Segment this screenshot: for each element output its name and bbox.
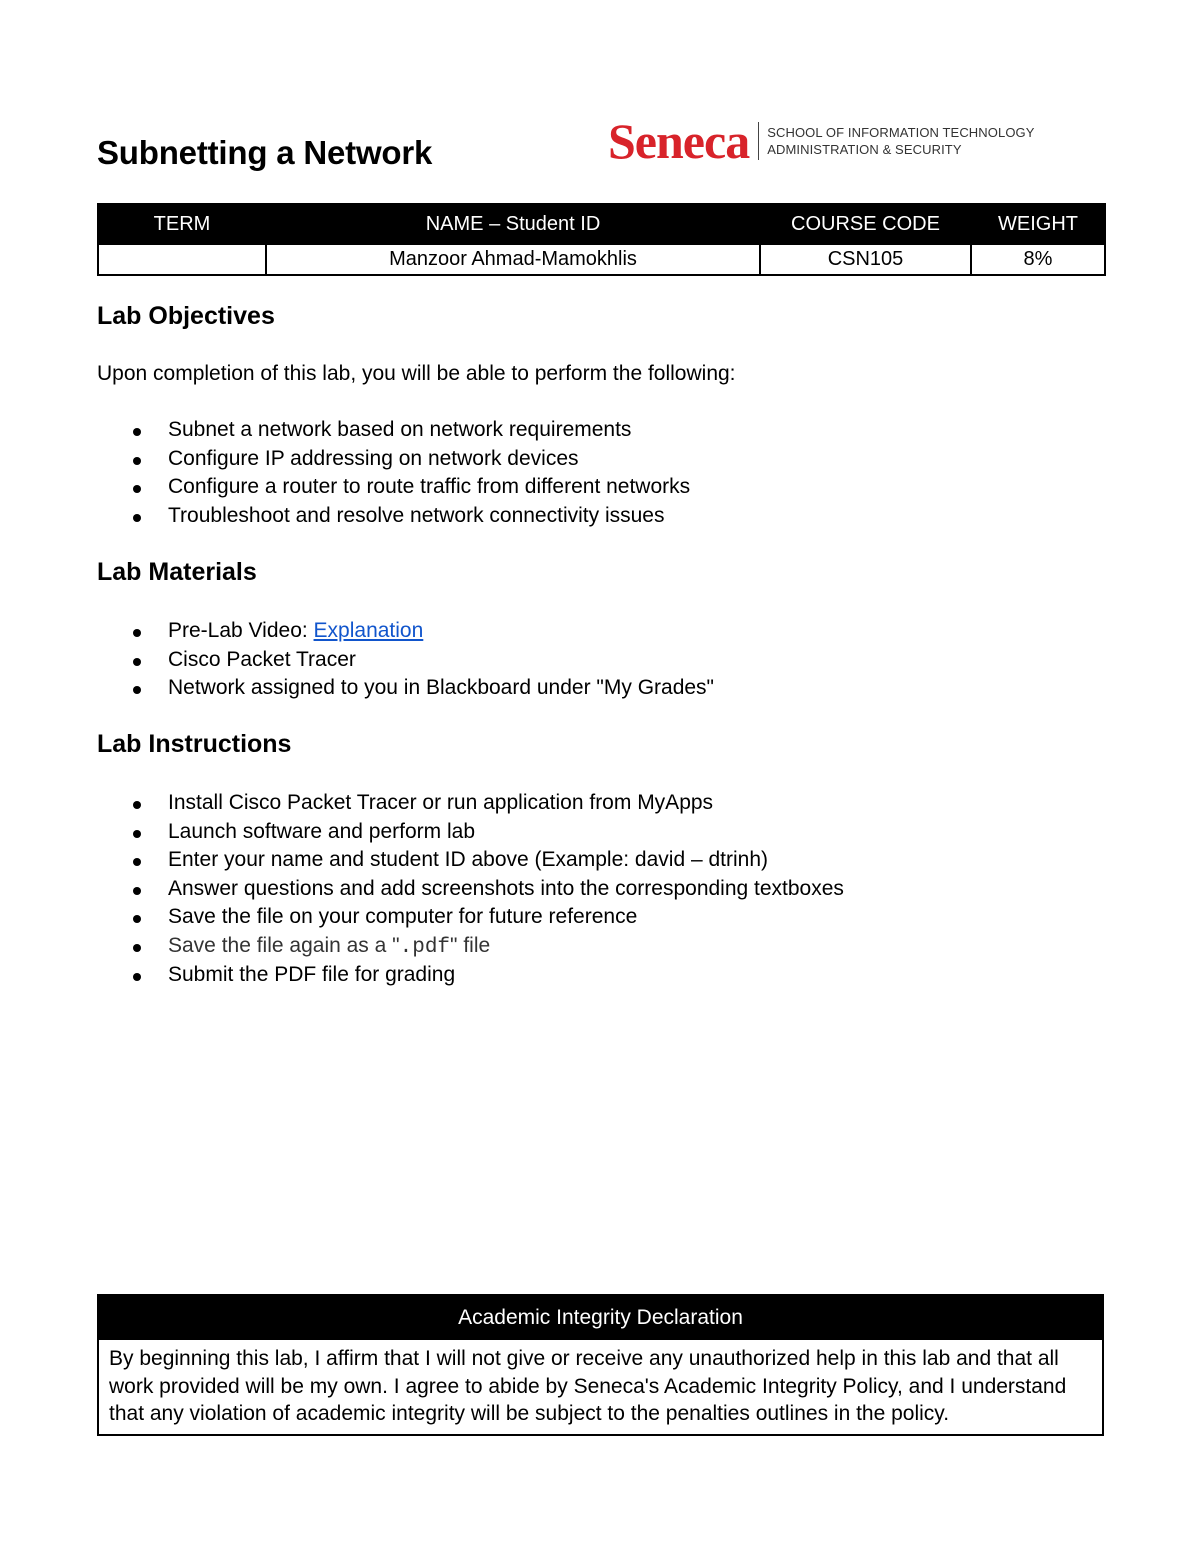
explanation-link[interactable]: Explanation — [313, 619, 424, 642]
logo-wordmark: Seneca — [608, 113, 750, 169]
list-item: Launch software and perform lab — [97, 818, 844, 847]
cell-name: Manzoor Ahmad-Mamokhlis — [266, 244, 760, 275]
header-weight: WEIGHT — [971, 204, 1105, 244]
header-name-student-id: NAME – Student ID — [266, 204, 760, 244]
logo-line-2: ADMINISTRATION & SECURITY — [767, 142, 962, 157]
cell-term — [98, 244, 266, 275]
list-item: Cisco Packet Tracer — [97, 646, 714, 675]
info-table-header-row — [98, 204, 1105, 244]
info-table-row — [98, 244, 1105, 275]
list-item — [97, 617, 714, 646]
list-item: Subnet a network based on network requirements — [97, 416, 690, 445]
list-item: Answer questions and add screenshots into the corresponding textboxes — [97, 875, 844, 904]
cell-course-code: CSN105 — [760, 244, 971, 275]
list-item: Troubleshoot and resolve network connectivity issues — [97, 502, 690, 531]
academic-integrity-box — [97, 1294, 1104, 1436]
pdf-suffix: " file — [450, 933, 491, 957]
list-item: Network assigned to you in Blackboard under "My Grades" — [97, 674, 714, 703]
objectives-intro: Upon completion of this lab, you will be able to perform the following: — [97, 362, 736, 385]
integrity-heading: Academic Integrity Declaration — [99, 1296, 1102, 1340]
instructions-list — [97, 789, 844, 989]
objectives-list — [97, 416, 690, 530]
seneca-logo — [608, 113, 1035, 169]
cell-weight: 8% — [971, 244, 1105, 275]
pdf-prefix: Save the file again as a " — [168, 933, 400, 957]
list-item: Submit the PDF file for grading — [97, 961, 844, 990]
list-item: Install Cisco Packet Tracer or run application from MyApps — [97, 789, 844, 818]
list-item: Enter your name and student ID above (Example: david – dtrinh) — [97, 846, 844, 875]
list-item: Configure a router to route traffic from different networks — [97, 473, 690, 502]
logo-line-1: SCHOOL OF INFORMATION TECHNOLOGY — [767, 125, 1035, 140]
prelab-label: Pre-Lab Video: — [168, 619, 314, 642]
pdf-extension: .pdf — [399, 935, 451, 959]
materials-list — [97, 617, 714, 703]
info-table — [97, 203, 1106, 276]
header-course-code: COURSE CODE — [760, 204, 971, 244]
list-item: Save the file on your computer for future reference — [97, 903, 844, 932]
integrity-text: By beginning this lab, I affirm that I will not give or receive any unauthorized help in this lab and that all work provided will be my own. I agree to abide by Seneca's Academic Integrity Policy, and I understand that any violation of academic integrity will be subject to the penalties outlines in the policy. — [109, 1347, 1067, 1425]
list-item: Configure IP addressing on network devices — [97, 445, 690, 474]
list-item — [97, 932, 844, 961]
materials-heading: Lab Materials — [97, 558, 257, 586]
logo-divider — [758, 122, 759, 160]
objectives-heading: Lab Objectives — [97, 302, 275, 330]
header-term: TERM — [98, 204, 266, 244]
page-title: Subnetting a Network — [97, 134, 433, 171]
logo-subtitle — [767, 124, 1034, 158]
instructions-heading: Lab Instructions — [97, 730, 292, 758]
